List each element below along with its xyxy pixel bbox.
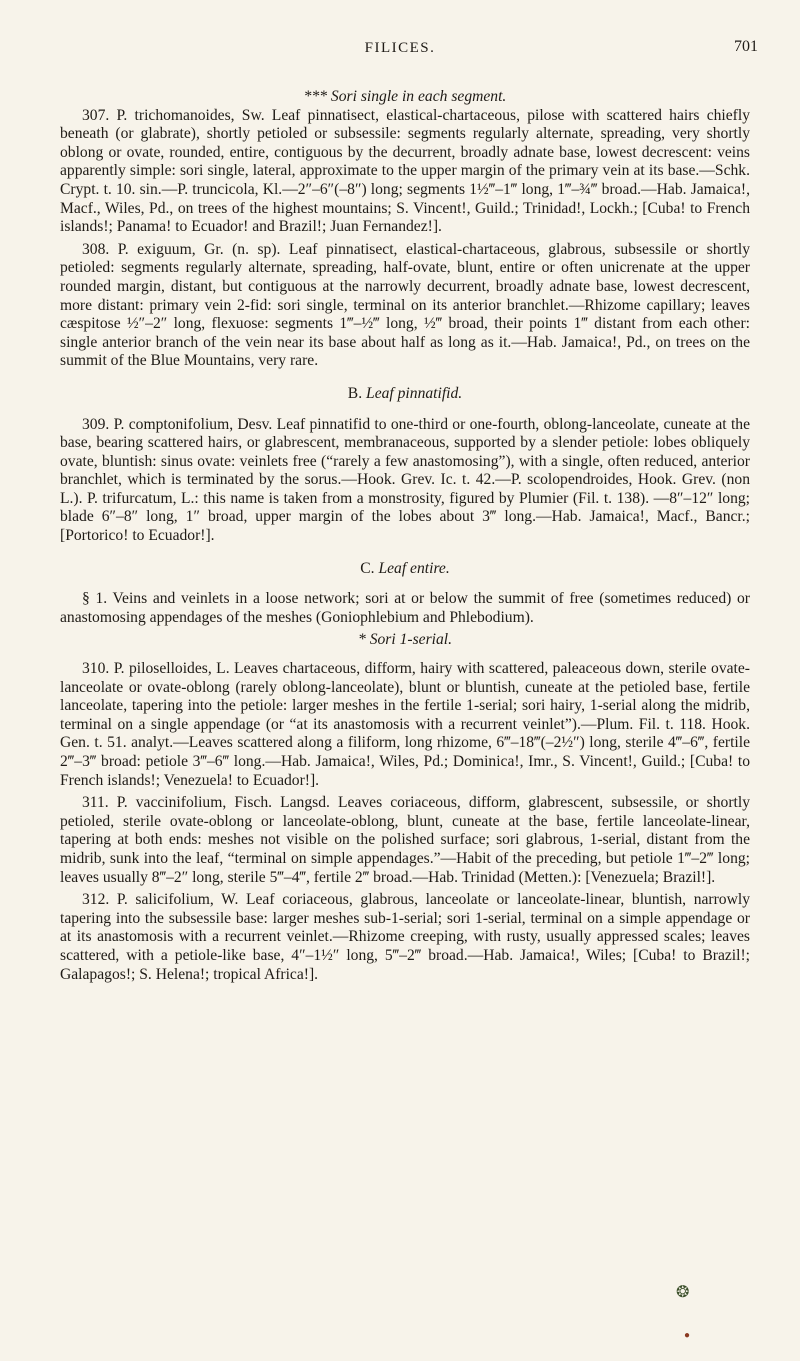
page-body bbox=[60, 88, 750, 988]
section-b-title: Leaf pinnatifid. bbox=[366, 384, 463, 402]
running-head: FILICES. bbox=[364, 40, 436, 56]
entry-312: 312. P. salicifolium, W. Leaf coriaceous, glabrous, lanceolate or lanceolate-linear, bluntish, narrowly tapering into the subsessile base: larger meshes sub-1-serial; sori 1-serial, terminal on a simple appendage or at its anastomosis with a recurrent veinlet.—Rhizome creeping, with rusty, usually appressed scales; leaves scattered, with a petiole-like base, 4″–1½″ long, 5‴–2‴ broad.—Hab. Jamaica!, Wiles; [Cuba! to Brazil!; Galapagos!; S. Helena!; tropical Africa!]. bbox=[60, 891, 750, 983]
sub-header-sori-1-serial: * Sori 1-serial. bbox=[358, 631, 452, 649]
entry-310: 310. P. piloselloides, L. Leaves chartaceous, difform, hairy with scattered, paleaceous down, sterile ovate-lanceolate or ovate-oblong (rarely oblong-lanceolate), blunt or bluntish, cuneate at the petioled base, fertile lanceolate, tapering into the petiole: larger meshes in the fertile 1-serial; sori hairy, 1-serial along the midrib, terminal on a single appendage (or “at its anastomosis with a recurrent veinlet”).—Plum. Fil. t. 118. Hook. Gen. t. 51. analyt.—Leaves scattered along a filiform, long rhizome, 6‴–18‴(–2½″) long, sterile 4‴–6‴, fertile 2‴–3‴ broad: petiole 3‴–6‴ long.—Hab. Jamaica!, Wiles, Pd.; Dominica!, Imr., S. Vincent!, Guild.; [Cuba! to French islands!; Venezuela! to Ecuador!]. bbox=[60, 660, 750, 789]
entry-309: 309. P. comptonifolium, Desv. Leaf pinnatifid to one-third or one-fourth, oblong-lanceolate, cuneate at the base, bearing scattered hairs, or glabrescent, membranaceous, supported by a slender petiole: lobes obliquely ovate, bluntish: sinus ovate: veinlets free (“rarely a few anastomosing”), with a single, often reduced, anterior branchlet, which is terminated by the sorus.—Hook. Grev. Ic. t. 42.—P. scolopendroides, Hook. Grev. (non L.). P. trifurcatum, L.: this name is taken from a monstrosity, figured by Plumier (Fil. t. 138). —8″–12″ long; blade 6″–8″ long, 1″ broad, upper margin of the lobes about 3‴ long.—Hab. Jamaica!, Macf., Bancr.; [Portorico! to Ecuador!]. bbox=[60, 415, 750, 545]
section-1-description: § 1. Veins and veinlets in a loose network; sori at or below the summit of free (sometimes reduced) or anastomosing appendages of the meshes (Goniophlebium and Phlebodium). bbox=[60, 590, 750, 626]
section-c-label: C. bbox=[360, 559, 375, 577]
section-c-heading bbox=[60, 560, 750, 579]
entry-307: 307. P. trichomanoides, Sw. Leaf pinnatisect, elastical-chartaceous, pilose with scattered hairs chiefly beneath (or glabrate), shortly petioled or subsessile: segments regularly alternate, spreading, very shortly oblong or ovate, rounded, entire, contiguous by the decurrent, broadly adnate base, lowest decrescent: veins apparently simple: sori single, lateral, approximate to the upper margin of the primary vein at its base.—Schk. Crypt. t. 10. sin.—P. truncicola, Kl.—2″–6″(–8″) long; segments 1½‴–1‴ long, 1‴–¾‴ broad.—Hab. Jamaica!, Macf., Wiles, Pd., on trees of the highest mountains; S. Vincent!, Guild.; Trinidad!, Lockh.; [Cuba! to French islands!; Panama! to Ecuador! and Brazil!; Juan Fernandez!]. bbox=[60, 106, 750, 236]
entry-311: 311. P. vaccinifolium, Fisch. Langsd. Leaves coriaceous, difform, glabrescent, subsessile, or shortly petioled, sterile ovate-oblong or lanceolate-oblong, blunt, cuneate at the base, fertile lanceolate-linear, tapering at both ends: meshes not visible on the polished surface; sori glabrous, 1-serial, distant from the midrib, sunk into the leaf, “terminal on simple appendages.”—Habit of the preceding, but petiole 1‴–2‴ long; leaves usually 8‴–2″ long, sterile 5‴–4‴, fertile 2‴ broad.—Hab. Trinidad (Metten.): [Venezuela; Brazil!]. bbox=[60, 794, 750, 886]
section-c-title: Leaf entire. bbox=[378, 559, 450, 577]
ornament-icon: ❂ bbox=[676, 1284, 690, 1301]
entry-308: 308. P. exiguum, Gr. (n. sp). Leaf pinnatisect, elastical-chartaceous, glabrous, subsessile or shortly petioled: segments regularly alternate, spreading, half-ovate, blunt, entire or often unicrenate at the upper rounded margin, distant, but contiguous at the narrowly decurrent, broadly adnate base, lowest decrescent, more distant: primary vein 2-fid: sori single, terminal on its anterior branchlet.—Rhizome capillary; leaves cæspitose ½″–2″ long, flexuose: segments 1‴–½‴ long, ½‴ broad, their points 1‴ distant from each other: single anterior branch of the vein near its base about half as long as it.—Hab. Jamaica!, Pd., on trees on the summit of the Blue Mountains, very rare. bbox=[60, 240, 750, 370]
section-b-heading bbox=[60, 385, 750, 404]
section-b-label: B. bbox=[347, 384, 363, 402]
page-number: 701 bbox=[734, 38, 758, 55]
stain-dot-icon: ● bbox=[684, 1330, 691, 1341]
section-header-sori-single: *** Sori single in each segment. bbox=[303, 88, 507, 105]
